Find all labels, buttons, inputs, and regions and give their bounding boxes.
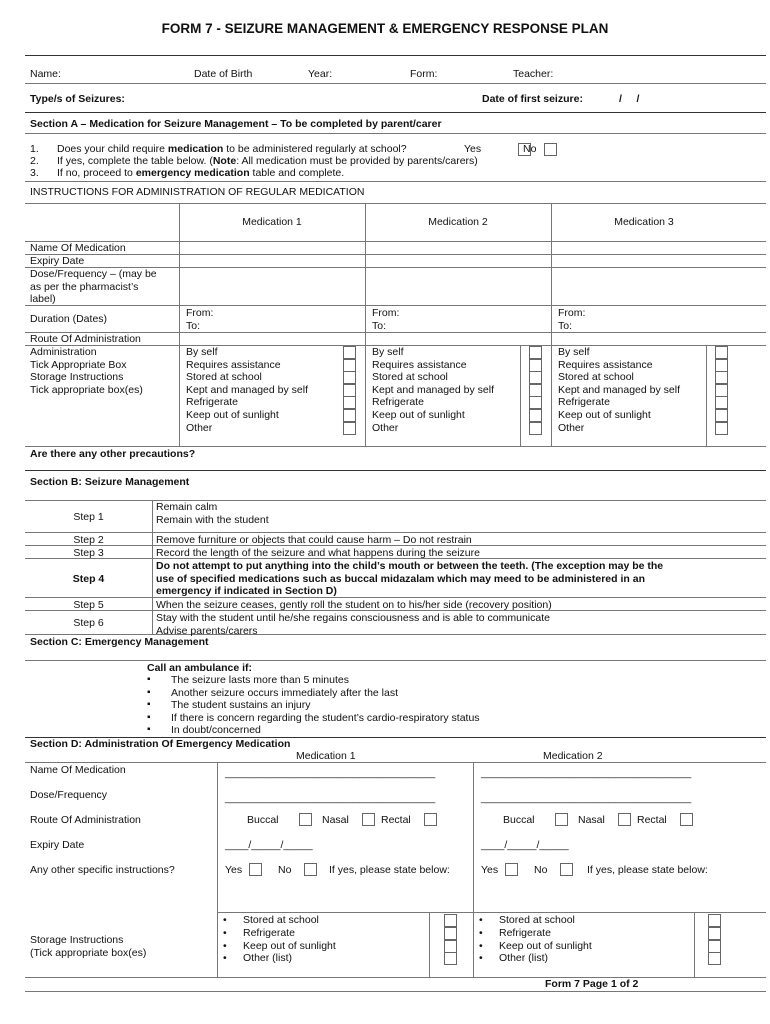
step-row (25, 598, 766, 611)
step-row (25, 533, 766, 546)
row-name-of-medication: Name Of Medication (30, 242, 126, 254)
med3-header: Medication 3 (614, 216, 674, 228)
dob-label: Date of Birth (194, 68, 253, 80)
d-med2-buccal-checkbox[interactable] (555, 813, 568, 826)
d-med1-rectal-label: Rectal (381, 814, 411, 826)
d-med2-buccal-label: Buccal (503, 814, 535, 826)
divider (25, 55, 766, 56)
list-item: ▪ Another seizure occurs immediately after the last (147, 687, 480, 700)
d-med2-no-label: No (534, 864, 548, 876)
step-text: Stay with the student until he/she regains consciousness and is able to communicate (156, 612, 550, 624)
list-item: ▪ If there is concern regarding the student’s cardio-respiratory status (147, 712, 480, 725)
d-med2-storage-checkbox[interactable] (708, 927, 721, 940)
med1-option-checkbox[interactable] (343, 346, 356, 359)
row-expiry-date: Expiry Date (30, 255, 85, 267)
step-label: Step 3 (73, 546, 104, 559)
d-med1-dose-blank: ____________________________________ (225, 792, 436, 804)
step-text: Remain with the student (156, 513, 269, 526)
seizure-types-label: Type/s of Seizures: (30, 93, 125, 105)
d-med2-storage-options: • Stored at school • Refrigerate • Keep out of sunlight • Other (list) (473, 914, 592, 965)
d-med2-header: Medication 2 (543, 750, 603, 762)
step-text: Advise parents/carers (156, 624, 258, 637)
d-med1-header: Medication 1 (296, 750, 356, 762)
d-med2-if-yes: If yes, please state below: (587, 864, 708, 876)
d-med2-yes-checkbox[interactable] (505, 863, 518, 876)
page-title: FORM 7 - SEIZURE MANAGEMENT & EMERGENCY RESPONSE PLAN (161, 21, 609, 36)
first-seizure-label: Date of first seizure: (482, 93, 583, 105)
step-text: Do not attempt to put anything into the child’s mouth or between the teeth. (The exception may be the (156, 560, 664, 572)
med1-option-checkbox[interactable] (343, 396, 356, 409)
q1-no-label: No (523, 143, 537, 155)
q2-text: If yes, complete the table below. (Note: All medication must be provided by parents/carers) (57, 155, 478, 167)
step-row (25, 546, 766, 559)
med2-header: Medication 2 (428, 216, 488, 228)
d-med1-storage-checkbox[interactable] (444, 940, 457, 953)
q3-text: If no, proceed to emergency medication table and complete. (57, 167, 345, 179)
call-ambulance-label: Call an ambulance if: (147, 662, 253, 674)
list-item: ▪ The student sustains an injury (147, 699, 480, 712)
step-row (25, 611, 766, 635)
d-med2-yes-label: Yes (481, 864, 499, 876)
section-a-heading: Section A – Medication for Seizure Management – To be completed by parent/carer (30, 118, 442, 130)
q1-yes-label: Yes (464, 143, 482, 155)
row-admin-storage: Administration Tick Appropriate Box Storage Instructions Tick appropriate box(es) (30, 346, 143, 396)
step-label: Step 1 (73, 510, 104, 523)
med2-option-checkbox[interactable] (529, 359, 542, 372)
d-med2-nasal-checkbox[interactable] (618, 813, 631, 826)
form-label: Form: (410, 68, 438, 80)
d-med1-nasal-checkbox[interactable] (362, 813, 375, 826)
d-med1-nasal-label: Nasal (322, 814, 349, 826)
d-med1-yes-label: Yes (225, 864, 243, 876)
d-row-other: Any other specific instructions? (30, 864, 175, 876)
step-text: emergency if indicated in Section D) (156, 585, 337, 598)
d-med2-storage-checkbox[interactable] (708, 952, 721, 965)
med1-option-checkbox[interactable] (343, 422, 356, 435)
d-med2-nasal-label: Nasal (578, 814, 605, 826)
d-row-dose: Dose/Frequency (30, 789, 108, 801)
step-label: Step 5 (73, 598, 104, 611)
med2-options: By self Requires assistance Stored at school Kept and managed by self Refrigerate Keep out of sunlight Other (372, 346, 495, 434)
row-duration: Duration (Dates) (30, 313, 108, 325)
q1-number: 1. (30, 143, 39, 155)
d-med1-no-checkbox[interactable] (304, 863, 317, 876)
med1-option-checkbox[interactable] (343, 384, 356, 397)
list-item: ▪ The seizure lasts more than 5 minutes (147, 674, 480, 687)
step-label: Step 2 (73, 533, 104, 546)
d-med1-rectal-checkbox[interactable] (424, 813, 437, 826)
q3-number: 3. (30, 167, 39, 179)
d-med2-storage-checkbox[interactable] (708, 914, 721, 927)
d-med2-name-blank: ____________________________________ (481, 767, 692, 779)
precautions-label: Are there any other precautions? (30, 448, 196, 460)
med3-duration: From: To: (558, 307, 586, 332)
d-row-route: Route Of Administration (30, 814, 141, 826)
med3-options: By self Requires assistance Stored at school Kept and managed by self Refrigerate Keep out of sunlight Other (558, 346, 681, 434)
med3-option-checkbox[interactable] (715, 396, 728, 409)
med3-option-checkbox[interactable] (715, 359, 728, 372)
med1-option-checkbox[interactable] (343, 409, 356, 422)
d-med2-storage-checkbox[interactable] (708, 940, 721, 953)
d-med1-storage-options: • Stored at school • Refrigerate • Keep out of sunlight • Other (list) (217, 914, 336, 965)
q1-no-checkbox[interactable] (544, 143, 557, 156)
d-med1-storage-checkbox[interactable] (444, 952, 457, 965)
year-label: Year: (308, 68, 333, 80)
d-row-name: Name Of Medication (30, 764, 126, 776)
d-med2-dose-blank: ____________________________________ (481, 792, 692, 804)
d-med1-yes-checkbox[interactable] (249, 863, 262, 876)
med3-option-checkbox[interactable] (715, 422, 728, 435)
d-row-expiry: Expiry Date (30, 839, 85, 851)
step-label: Step 4 (72, 572, 105, 585)
d-med1-buccal-checkbox[interactable] (299, 813, 312, 826)
row-dose-frequency: Dose/Frequency – (may be as per the pharmacist’s label) (30, 268, 157, 306)
section-c-heading: Section C: Emergency Management (30, 636, 209, 648)
section-d-heading: Section D: Administration Of Emergency Medication (30, 738, 291, 750)
list-item: ▪ In doubt/concerned (147, 724, 480, 737)
d-med2-no-checkbox[interactable] (560, 863, 573, 876)
page-footer: Form 7 Page 1 of 2 (545, 978, 639, 990)
name-label: Name: (30, 68, 61, 80)
d-med1-if-yes: If yes, please state below: (329, 864, 450, 876)
med1-duration: From: To: (186, 307, 214, 332)
med3-option-checkbox[interactable] (715, 346, 728, 359)
row-route: Route Of Administration (30, 333, 141, 345)
d-med2-expiry-blank: ____/_____/_____ (481, 839, 569, 851)
ambulance-criteria-list (147, 674, 480, 737)
step-row (25, 500, 766, 533)
med1-option-checkbox[interactable] (343, 371, 356, 384)
med3-option-checkbox[interactable] (715, 371, 728, 384)
med1-header: Medication 1 (242, 216, 302, 228)
instructions-heading: INSTRUCTIONS FOR ADMINISTRATION OF REGULAR MEDICATION (30, 186, 365, 198)
med2-duration: From: To: (372, 307, 400, 332)
step-label: Step 6 (73, 617, 104, 629)
med1-options: By self Requires assistance Stored at school Kept and managed by self Refrigerate Keep out of sunlight Other (186, 346, 309, 434)
med2-option-checkbox[interactable] (529, 396, 542, 409)
step-text: use of specified medications such as buccal midazalam which may meed to be administered in an (156, 572, 645, 585)
d-row-storage: Storage Instructions (Tick appropriate box(es) (30, 934, 147, 959)
step-text: Record the length of the seizure and what happens during the seizure (156, 547, 480, 559)
med3-option-checkbox[interactable] (715, 409, 728, 422)
d-med1-name-blank: ____________________________________ (225, 767, 436, 779)
med2-option-checkbox[interactable] (529, 384, 542, 397)
first-seizure-date: / / (619, 93, 640, 105)
step-text: Remove furniture or objects that could cause harm – Do not restrain (156, 534, 472, 546)
q1-text: Does your child require medication to be administered regularly at school? (57, 143, 407, 155)
teacher-label: Teacher: (513, 68, 554, 80)
med2-option-checkbox[interactable] (529, 409, 542, 422)
d-med2-rectal-checkbox[interactable] (680, 813, 693, 826)
q2-number: 2. (30, 155, 39, 167)
d-med1-buccal-label: Buccal (247, 814, 279, 826)
d-med1-storage-checkbox[interactable] (444, 927, 457, 940)
d-med1-storage-checkbox[interactable] (444, 914, 457, 927)
med3-option-checkbox[interactable] (715, 384, 728, 397)
d-med1-expiry-blank: ____/_____/_____ (225, 839, 313, 851)
med2-option-checkbox[interactable] (529, 346, 542, 359)
med1-option-checkbox[interactable] (343, 359, 356, 372)
step-text: Remain calm (156, 501, 218, 513)
med2-option-checkbox[interactable] (529, 422, 542, 435)
step-text: When the seizure ceases, gently roll the student on to his/her side (recovery position) (156, 599, 552, 611)
section-b-heading: Section B: Seizure Management (30, 476, 190, 488)
step-row (25, 559, 766, 598)
d-med2-rectal-label: Rectal (637, 814, 667, 826)
d-med1-no-label: No (278, 864, 292, 876)
med2-option-checkbox[interactable] (529, 371, 542, 384)
